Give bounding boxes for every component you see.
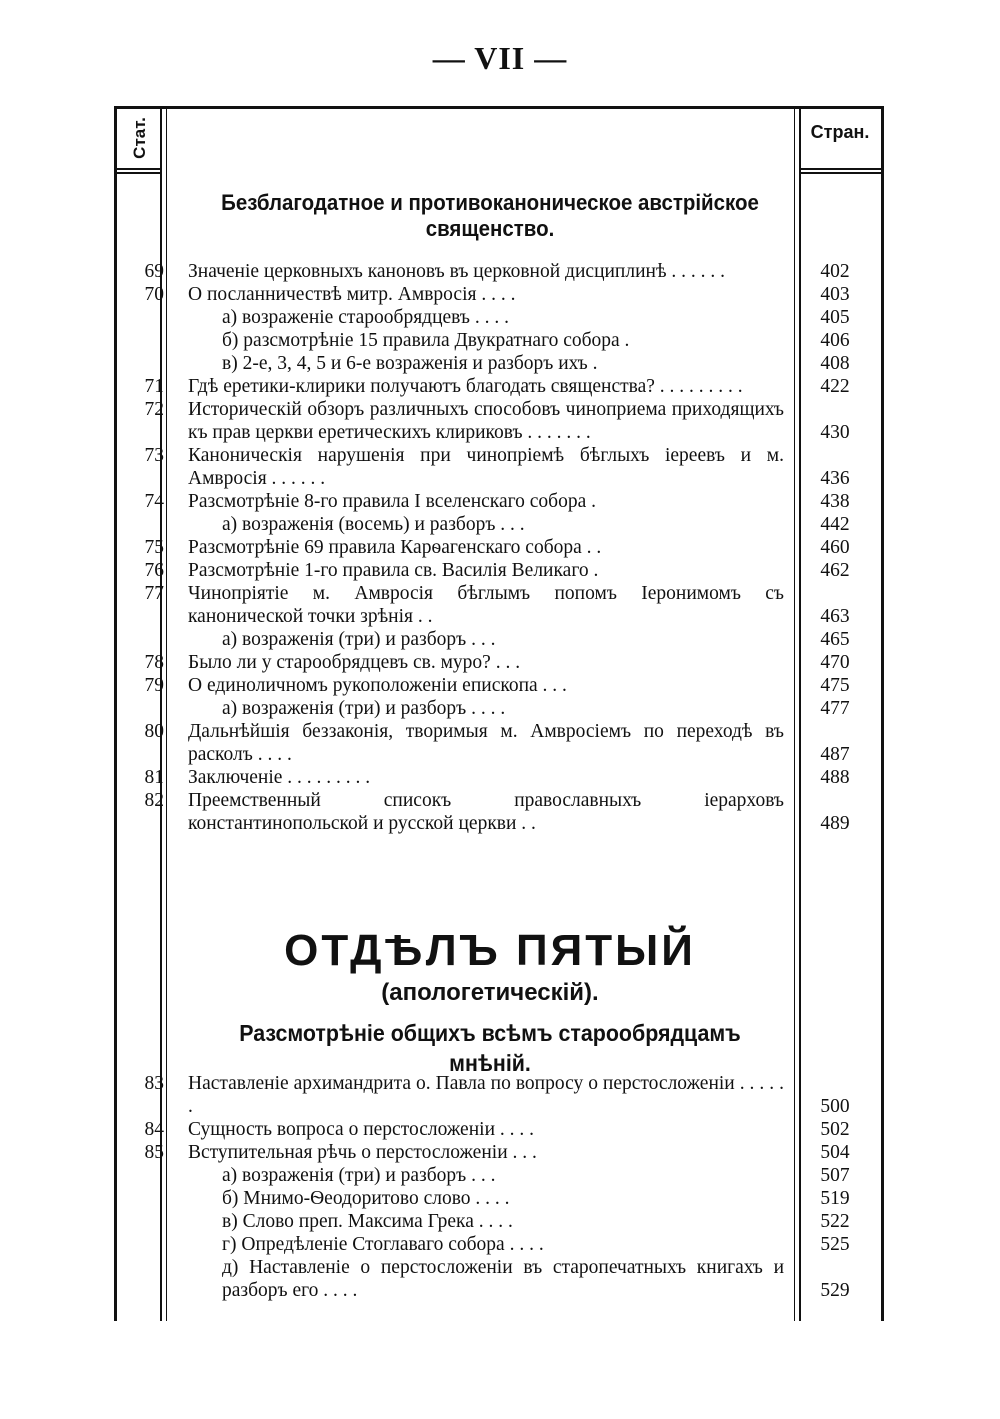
page-ref: 502 — [820, 1119, 850, 1140]
toc-entry — [114, 1210, 884, 1233]
article-number: 78 — [144, 652, 164, 673]
page-ref: 462 — [820, 560, 850, 581]
article-number: 69 — [144, 261, 164, 282]
entry-title: Вступительная рѣчь о перстосложеніи . . . — [188, 1142, 537, 1163]
article-column-header: Стат. — [130, 117, 149, 159]
toc-entry — [114, 536, 884, 559]
article-number: 81 — [144, 767, 164, 788]
page-ref: 405 — [820, 307, 850, 328]
page-ref: 465 — [820, 629, 850, 650]
entry-title: Каноническія нарушенія при чинопріемѣ бѣглыхъ іереевъ и м. Амвросія . . . . . . — [188, 445, 784, 489]
toc-entry — [114, 1118, 884, 1141]
article-number: 71 — [144, 376, 164, 397]
toc-entry — [114, 559, 884, 582]
page-ref: 430 — [820, 422, 850, 443]
contents-list-part5 — [114, 1072, 884, 1302]
toc-entry — [114, 582, 884, 628]
article-number: 80 — [144, 721, 164, 742]
toc-entry — [114, 260, 884, 283]
entry-title: д) Наставленіе о перстосложеніи въ старопечатныхъ книгахъ и разборъ его . . . . — [222, 1257, 784, 1301]
toc-entry — [114, 1233, 884, 1256]
article-number: 79 — [144, 675, 164, 696]
toc-entry — [114, 306, 884, 329]
entry-title: О единоличномъ рукоположеніи епископа . . . — [188, 675, 567, 696]
entry-title: в) Слово преп. Максима Грека . . . . — [222, 1211, 513, 1232]
page-ref: 403 — [820, 284, 850, 305]
section-title-austrian-priesthood: Безблагодатное и противоканоническое австрійское священство. — [221, 190, 759, 241]
entry-title: Разсмотрѣніе 8-го правила I вселенскаго собора . — [188, 491, 596, 512]
article-number: 82 — [144, 790, 164, 811]
entry-title: Преемственный списокъ православныхъ іерарховъ константинопольской и русской церкви . . — [188, 790, 784, 834]
toc-entry — [114, 490, 884, 513]
entry-title: б) Мнимо-Ѳеодоритово слово . . . . — [222, 1188, 510, 1209]
entry-title: Значеніе церковныхъ каноновъ въ церковной дисциплинѣ . . . . . . — [188, 261, 726, 282]
article-number: 72 — [144, 399, 164, 420]
left-header-rule-2 — [114, 172, 162, 174]
article-number: 84 — [144, 1119, 164, 1140]
entry-title: а) возраженіе старообрядцевъ . . . . — [222, 307, 509, 328]
entry-title: а) возраженія (восемь) и разборъ . . . — [222, 514, 525, 535]
page-ref: 488 — [820, 767, 850, 788]
page-ref: 519 — [820, 1188, 850, 1209]
article-number: 75 — [144, 537, 164, 558]
toc-entry — [114, 651, 884, 674]
page-ref: 422 — [820, 376, 850, 397]
entry-title: Разсмотрѣніе 69 правила Карѳагенскаго собора . . — [188, 537, 602, 558]
page-ref: 408 — [820, 353, 850, 374]
entry-title: г) Опредѣленіе Стоглаваго собора . . . . — [222, 1234, 544, 1255]
article-number: 85 — [144, 1142, 164, 1163]
toc-entry — [114, 375, 884, 398]
left-header-rule — [114, 168, 162, 170]
toc-entry — [114, 720, 884, 766]
entry-title: б) разсмотрѣніе 15 правила Двукратнаго собора . — [222, 330, 630, 351]
toc-entry — [114, 352, 884, 375]
page-ref: 489 — [820, 813, 850, 834]
page-ref: 460 — [820, 537, 850, 558]
article-number: 76 — [144, 560, 164, 581]
entry-title: Дальнѣйшія беззаконія, творимыя м. Амвросіемъ по переходѣ въ расколъ . . . . — [188, 721, 784, 765]
page-ref: 507 — [820, 1165, 850, 1186]
entry-title: Историческій обзоръ различныхъ способовъ чиноприема приходящихъ къ прав церкви еретическихъ клириковъ . . . . . . . — [188, 399, 784, 443]
article-number: 74 — [144, 491, 164, 512]
toc-entry — [114, 1141, 884, 1164]
entry-title: Было ли у старообрядцевъ св. муро? . . . — [188, 652, 521, 673]
entry-title: в) 2-е, 3, 4, 5 и 6-е возраженія и разборъ ихъ . — [222, 353, 598, 374]
right-header-rule-2 — [799, 172, 884, 174]
entry-title: а) возраженія (три) и разборъ . . . . — [222, 698, 506, 719]
toc-entry — [114, 1164, 884, 1187]
article-number: 70 — [144, 284, 164, 305]
article-number: 83 — [144, 1073, 164, 1094]
entry-title: О посланничествѣ митр. Амвросія . . . . — [188, 284, 516, 305]
page-column-header: Стран. — [810, 122, 870, 142]
entry-title: Чинопріятіе м. Амвросія бѣглымъ попомъ Іеронимомъ съ канонической точки зрѣнія . . — [188, 583, 784, 627]
toc-entry — [114, 283, 884, 306]
part-subtitle: (апологетическій). — [381, 979, 599, 1006]
page-ref: 463 — [820, 606, 850, 627]
toc-entry — [114, 697, 884, 720]
page-ref: 504 — [820, 1142, 850, 1163]
entry-title: Гдѣ еретики-клирики получаютъ благодать священства? . . . . . . . . . — [188, 376, 743, 397]
toc-entry — [114, 513, 884, 536]
toc-entry — [114, 1072, 884, 1118]
page-ref: 438 — [820, 491, 850, 512]
page-ref: 475 — [820, 675, 850, 696]
page-ref: 500 — [820, 1096, 850, 1117]
page-ref: 477 — [820, 698, 850, 719]
entry-title: Разсмотрѣніе 1-го правила св. Василія Великаго . — [188, 560, 599, 581]
right-header-rule — [799, 168, 884, 170]
page-ref: 402 — [820, 261, 850, 282]
toc-entry — [114, 789, 884, 835]
contents-list-part4 — [114, 260, 884, 835]
article-number: 73 — [144, 445, 164, 466]
toc-entry — [114, 674, 884, 697]
entry-title: Наставленіе архимандрита о. Павла по вопросу о перстосложеніи . . . . . . — [188, 1073, 784, 1117]
entry-title: Заключеніе . . . . . . . . . — [188, 767, 371, 788]
page-ref: 522 — [820, 1211, 850, 1232]
toc-entry — [114, 444, 884, 490]
part-title: ОТДѢЛЪ ПЯТЫЙ — [284, 926, 696, 975]
section-title-common-opinions: Разсмотрѣніе общихъ всѣмъ старообрядцамъ мнѣній. — [239, 1020, 741, 1076]
toc-entry — [114, 766, 884, 789]
toc-entry — [114, 628, 884, 651]
page-ref: 487 — [820, 744, 850, 765]
toc-entry — [114, 1256, 884, 1302]
toc-entry — [114, 329, 884, 352]
toc-entry — [114, 398, 884, 444]
page-number: — VII — — [432, 40, 568, 76]
entry-title: а) возраженія (три) и разборъ . . . — [222, 1165, 496, 1186]
toc-entry — [114, 1187, 884, 1210]
page-ref: 529 — [820, 1280, 850, 1301]
article-number: 77 — [144, 583, 164, 604]
page-ref: 442 — [820, 514, 850, 535]
entry-title: а) возраженія (три) и разборъ . . . — [222, 629, 496, 650]
entry-title: Сущность вопроса о перстосложеніи . . . . — [188, 1119, 535, 1140]
page-ref: 436 — [820, 468, 850, 489]
page-ref: 470 — [820, 652, 850, 673]
page-ref: 525 — [820, 1234, 850, 1255]
page-ref: 406 — [820, 330, 850, 351]
